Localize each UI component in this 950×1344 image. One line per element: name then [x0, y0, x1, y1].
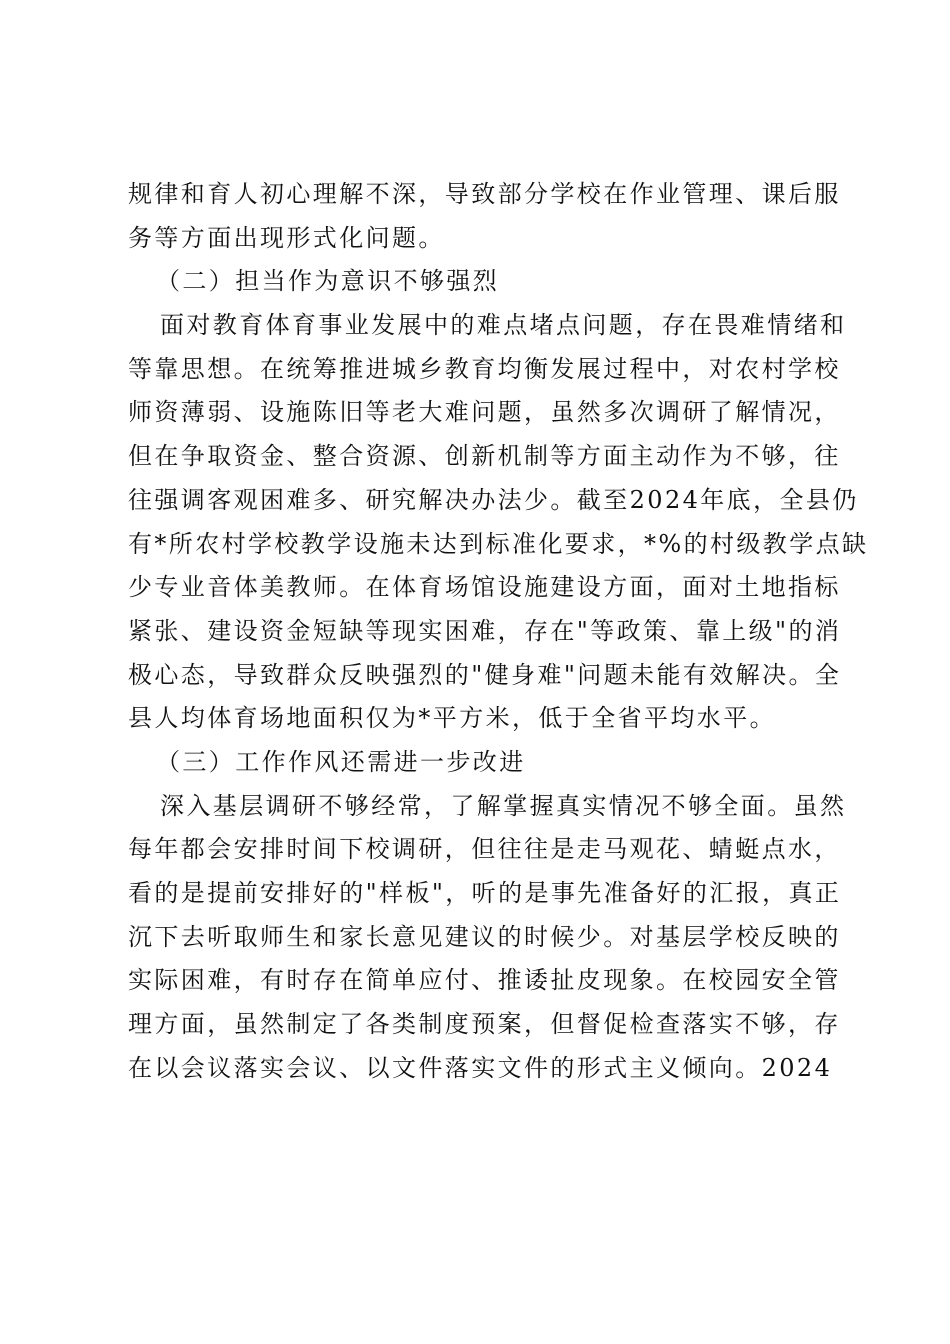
- body-text-line: 紧张、建设资金短缺等现实困难，存在"等政策、靠上级"的消: [128, 616, 842, 645]
- body-text-line: 等靠思想。在统筹推进城乡教育均衡发展过程中，对农村学校: [128, 354, 841, 383]
- body-text-line: 看的是提前安排好的"样板"，听的是事先准备好的汇报，真正: [128, 879, 842, 907]
- document-page: [128, 173, 869, 1090]
- body-text-line: 沉下去听取师生和家长意见建议的时候少。对基层学校反映的: [128, 922, 841, 951]
- body-text-line: 极心态，导致群众反映强烈的"健身难"问题未能有效解决。全: [128, 660, 842, 689]
- body-text-line: 少专业音体美教师。在体育场馆设施建设方面，面对土地指标: [128, 573, 841, 602]
- body-text-line: 在以会议落实会议、以文件落实文件的形式主义倾向。2024: [128, 1053, 833, 1082]
- body-text-line: 规律和育人初心理解不深，导致部分学校在作业管理、课后服: [128, 180, 841, 208]
- body-text-line: 县人均体育场地面积仅为*平方米，低于全省平均水平。: [128, 704, 776, 733]
- section-heading-2: （二）担当作为意识不够强烈: [156, 267, 500, 296]
- paragraph-start-line: 深入基层调研不够经常，了解掌握真实情况不够全面。虽然: [160, 791, 847, 820]
- body-text-line: 每年都会安排时间下校调研，但往往是走马观花、蜻蜓点水，: [128, 835, 841, 864]
- body-text-line: 往强调客观困难多、研究解决办法少。截至2024年底，全县仍: [128, 485, 859, 514]
- paragraph-start-line: 面对教育体育事业发展中的难点堵点问题，存在畏难情绪和: [160, 311, 847, 340]
- body-text-line: 理方面，虽然制定了各类制度预案，但督促检查落实不够，存: [128, 1010, 841, 1039]
- body-text-line: 实际困难，有时存在简单应付、推诿扯皮现象。在校园安全管: [128, 966, 841, 995]
- section-heading-3: （三）工作作风还需进一步改进: [156, 747, 526, 776]
- body-text-line: 但在争取资金、整合资源、创新机制等方面主动作为不够，往: [128, 442, 841, 471]
- body-text-line: 有*所农村学校教学设施未达到标准化要求，*%的村级教学点缺: [128, 529, 869, 558]
- body-text-line: 务等方面出现形式化问题。: [128, 223, 445, 252]
- body-text-line: 师资薄弱、设施陈旧等老大难问题，虽然多次调研了解情况，: [128, 398, 841, 427]
